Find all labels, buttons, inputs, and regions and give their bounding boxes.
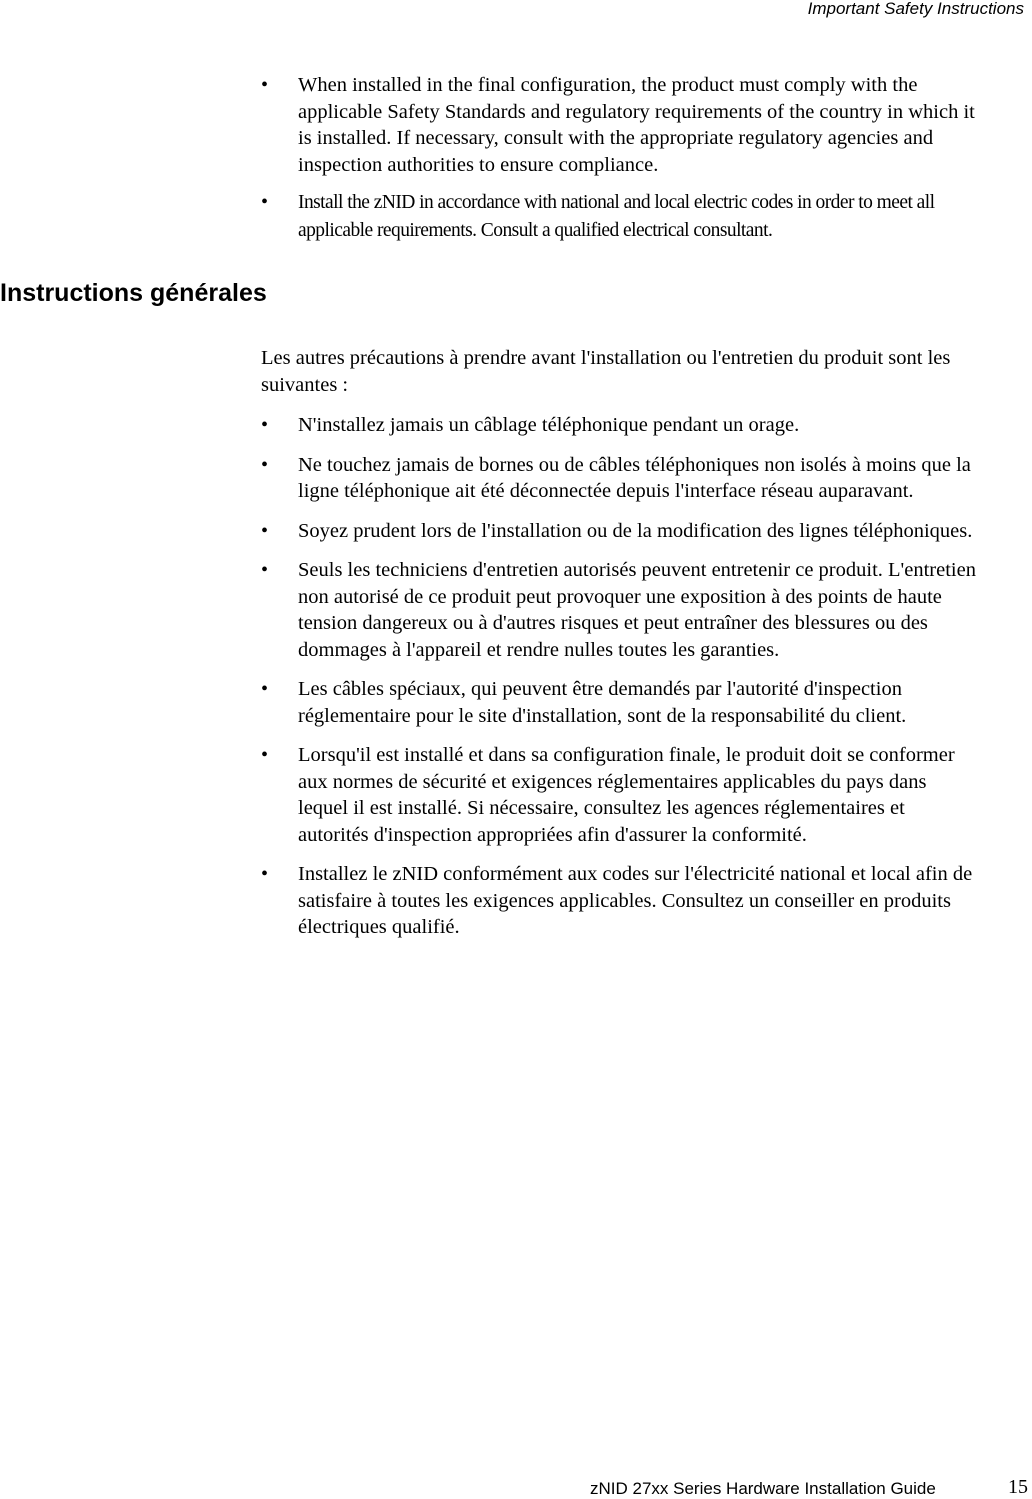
list-item xyxy=(0,518,978,545)
list-item xyxy=(0,72,978,178)
list-item xyxy=(0,861,978,941)
safety-list-english xyxy=(0,72,978,245)
list-item-text: Ne touchez jamais de bornes ou de câbles téléphoniques non isolés à moins que la ligne téléphonique ait été déconnectée depuis l'interface réseau auparavant. xyxy=(298,453,971,502)
list-item-text: Installez le zNID conformément aux codes sur l'électricité national et local afin de satisfaire à toutes les exigences applicables. Consultez un conseiller en produits électriques qualifié. xyxy=(298,863,973,938)
section-heading: Instructions générales xyxy=(0,279,267,307)
list-item xyxy=(0,557,978,663)
bullet: • xyxy=(261,191,269,213)
list-item-text: Les câbles spéciaux, qui peuvent être demandés par l'autorité d'inspection réglementaire pour le site d'installation, sont de la responsabilité du client. xyxy=(298,678,907,727)
list-item xyxy=(0,189,978,245)
list-item-text: Seuls les techniciens d'entretien autorisés peuvent entretenir ce produit. L'entretien non autorisé de ce produit peut provoquer une exposition à des points de haute tension dangereux ou à d'autres risques et peut entraîner des blessures ou des dommages à l'appareil et rendre nulles toutes les garanties. xyxy=(298,559,976,661)
running-header: Important Safety Instructions xyxy=(807,0,1024,18)
footer-title: zNID 27xx Series Hardware Installation Guide xyxy=(590,1479,936,1498)
list-item-text: When installed in the final configuration, the product must comply with the applicable Safety Standards and regulatory requirements of the country in which it is installed. If necessary, consult with the appropriate regulatory agencies and inspection authorities to ensure compliance. xyxy=(298,74,975,176)
list-item xyxy=(0,676,978,729)
bullet: • xyxy=(261,414,269,436)
list-item xyxy=(0,412,978,439)
list-item-text: Lorsqu'il est installé et dans sa configuration finale, le produit doit se conformer aux normes de sécurité et exigences réglementaires applicables du pays dans lequel il est installé. Si nécessaire, consultez les agences réglementaires et autorités d'inspection appropriées afin d'assurer la conformité. xyxy=(298,744,955,846)
bullet: • xyxy=(261,678,269,700)
bullet: • xyxy=(261,519,269,542)
bullet: • xyxy=(261,559,269,581)
bullet: • xyxy=(261,744,269,766)
list-item xyxy=(0,742,978,848)
bullet: • xyxy=(261,863,269,885)
list-item-text: N'installez jamais un câblage téléphonique pendant un orage. xyxy=(298,414,800,436)
section-intro: Les autres précautions à prendre avant l'installation ou l'entretien du produit sont les suivantes : xyxy=(261,347,951,396)
list-item xyxy=(0,452,978,505)
list-item-text: Soyez prudent lors de l'installation ou de la modification des lignes téléphoniques. xyxy=(298,519,973,542)
page-number: 15 xyxy=(1008,1476,1028,1498)
safety-list-french xyxy=(0,412,978,941)
bullet: • xyxy=(261,74,269,96)
bullet: • xyxy=(261,453,269,476)
list-item-text: Install the zNID in accordance with national and local electric codes in order to meet all applicable requirements. Consult a qualified electrical consultant. xyxy=(298,192,935,241)
